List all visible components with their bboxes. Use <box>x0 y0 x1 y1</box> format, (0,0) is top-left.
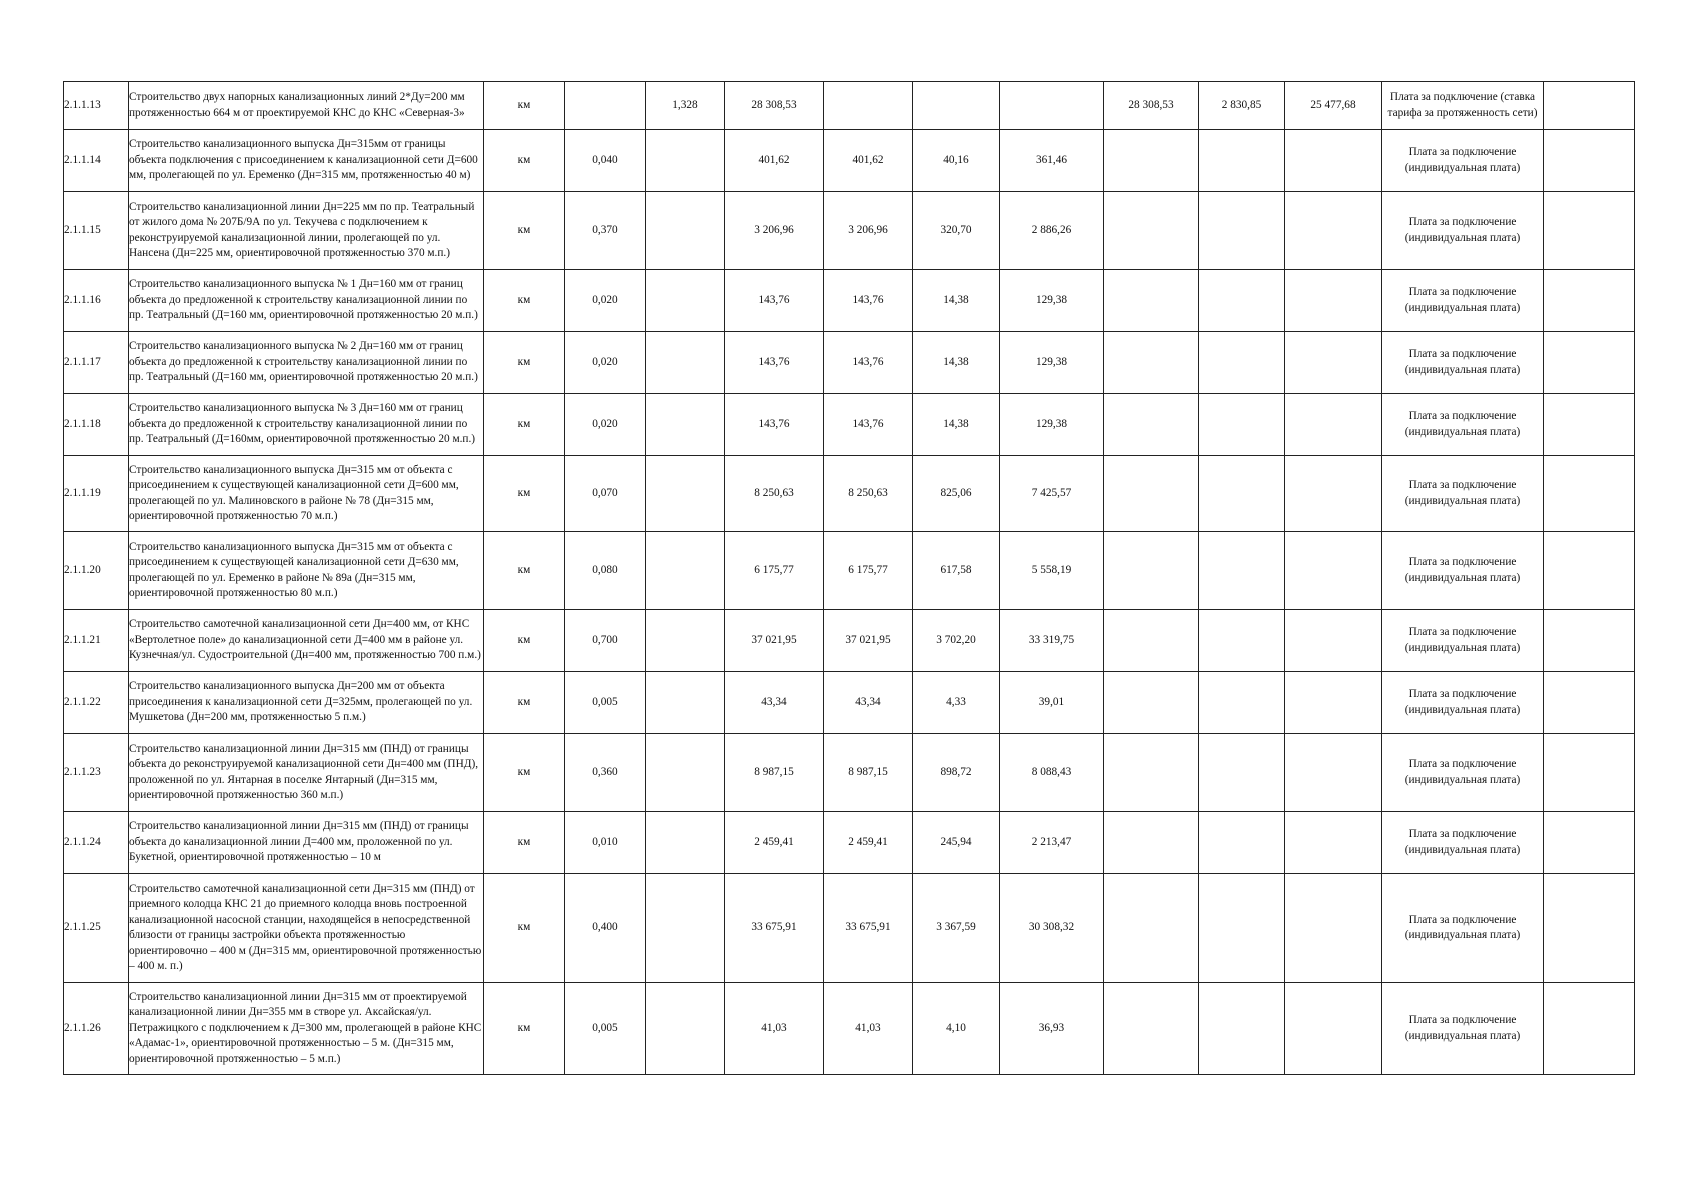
cell-col10 <box>1104 192 1199 270</box>
cell-col7: 143,76 <box>824 270 913 332</box>
unit: км <box>484 983 565 1075</box>
cell-col14 <box>1544 270 1635 332</box>
cell-col4: 0,360 <box>565 734 646 812</box>
table-row <box>64 456 1635 532</box>
table-row <box>64 270 1635 332</box>
cell-col4: 0,700 <box>565 610 646 672</box>
cell-col12: 25 477,68 <box>1285 82 1382 130</box>
cell-col12 <box>1285 734 1382 812</box>
cell-col5 <box>646 270 725 332</box>
cell-col12 <box>1285 672 1382 734</box>
table-row <box>64 610 1635 672</box>
financing-source: Плата за подключение (индивидуальная плата) <box>1382 332 1544 394</box>
row-number: 2.1.1.24 <box>64 812 129 874</box>
cell-col7: 143,76 <box>824 394 913 456</box>
cell-col9: 33 319,75 <box>1000 610 1104 672</box>
cell-col9: 30 308,32 <box>1000 874 1104 983</box>
cell-col7: 143,76 <box>824 332 913 394</box>
cell-col14 <box>1544 130 1635 192</box>
cell-col7: 2 459,41 <box>824 812 913 874</box>
cell-col8: 320,70 <box>913 192 1000 270</box>
unit: км <box>484 610 565 672</box>
cell-col9: 5 558,19 <box>1000 532 1104 610</box>
cell-col6: 143,76 <box>725 270 824 332</box>
work-description: Строительство самотечной канализационной сети Дн=315 мм (ПНД) от приемного колодца КНС 21 до приемного колодца вновь построенной канализационной насосной станции, находящейся в непосредственной близости от границы застройки объекта протяженностью ориентировочно – 400 м (Дн=315 мм, ориентировочной протяженностью – 400 м. п.) <box>129 874 484 983</box>
cell-col8: 898,72 <box>913 734 1000 812</box>
cell-col14 <box>1544 734 1635 812</box>
cell-col12 <box>1285 610 1382 672</box>
cell-col5 <box>646 456 725 532</box>
work-description: Строительство самотечной канализационной сети Дн=400 мм, от КНС «Вертолетное поле» до канализационной сети Д=400 мм в районе ул. Кузнечная/ул. Судостроительной (Дн=400 мм, протяженностью 700 п.м.) <box>129 610 484 672</box>
cell-col9: 36,93 <box>1000 983 1104 1075</box>
table-row <box>64 532 1635 610</box>
cell-col4: 0,020 <box>565 332 646 394</box>
cell-col14 <box>1544 532 1635 610</box>
cell-col8 <box>913 82 1000 130</box>
unit: км <box>484 270 565 332</box>
table-row <box>64 874 1635 983</box>
financing-source: Плата за подключение (индивидуальная плата) <box>1382 812 1544 874</box>
cell-col4: 0,040 <box>565 130 646 192</box>
cell-col12 <box>1285 270 1382 332</box>
cell-col5 <box>646 734 725 812</box>
cell-col10 <box>1104 734 1199 812</box>
cell-col11 <box>1199 456 1285 532</box>
cell-col6: 401,62 <box>725 130 824 192</box>
cell-col12 <box>1285 983 1382 1075</box>
table-row <box>64 812 1635 874</box>
table-row <box>64 192 1635 270</box>
cell-col7: 43,34 <box>824 672 913 734</box>
cell-col4: 0,080 <box>565 532 646 610</box>
cell-col4: 0,020 <box>565 394 646 456</box>
financing-source: Плата за подключение (индивидуальная плата) <box>1382 394 1544 456</box>
financing-source: Плата за подключение (индивидуальная плата) <box>1382 130 1544 192</box>
financing-source: Плата за подключение (индивидуальная плата) <box>1382 270 1544 332</box>
cell-col7: 8 250,63 <box>824 456 913 532</box>
row-number: 2.1.1.25 <box>64 874 129 983</box>
cell-col14 <box>1544 610 1635 672</box>
work-description: Строительство канализационной линии Дн=315 мм от проектируемой канализационной линии Дн=355 мм в створе ул. Аксайская/ул. Петражицкого с подключением к Д=300 мм, пролегающей в районе КНС «Адамас-1», ориентировочной протяженностью – 5 м. (Дн=315 мм, ориентировочной протяженностью – 5 м.п.) <box>129 983 484 1075</box>
cell-col10 <box>1104 532 1199 610</box>
cell-col4 <box>565 82 646 130</box>
cell-col9: 39,01 <box>1000 672 1104 734</box>
row-number: 2.1.1.26 <box>64 983 129 1075</box>
work-description: Строительство канализационного выпуска Дн=315 мм от объекта с присоединением к существующей канализационной сети Д=630 мм, пролегающей по ул. Еременко в районе № 89а (Дн=315 мм, ориентировочной протяженностью 80 м.п.) <box>129 532 484 610</box>
cell-col14 <box>1544 874 1635 983</box>
cell-col10 <box>1104 332 1199 394</box>
unit: км <box>484 130 565 192</box>
cell-col9: 8 088,43 <box>1000 734 1104 812</box>
cell-col7: 37 021,95 <box>824 610 913 672</box>
table-row <box>64 332 1635 394</box>
cell-col10 <box>1104 130 1199 192</box>
cell-col6: 143,76 <box>725 332 824 394</box>
cell-col11: 2 830,85 <box>1199 82 1285 130</box>
cell-col9 <box>1000 82 1104 130</box>
cell-col6: 143,76 <box>725 394 824 456</box>
cell-col8: 14,38 <box>913 332 1000 394</box>
cell-col6: 8 987,15 <box>725 734 824 812</box>
cell-col5: 1,328 <box>646 82 725 130</box>
financing-source: Плата за подключение (индивидуальная плата) <box>1382 874 1544 983</box>
cell-col10 <box>1104 394 1199 456</box>
cell-col8: 4,33 <box>913 672 1000 734</box>
cell-col7: 6 175,77 <box>824 532 913 610</box>
cell-col9: 129,38 <box>1000 270 1104 332</box>
table-row <box>64 82 1635 130</box>
work-description: Строительство канализационного выпуска Дн=315 мм от объекта с присоединением к существующей канализационной сети Д=600 мм, пролегающей по ул. Малиновского в районе № 78 (Дн=315 мм, ориентировочной протяженностью 70 м.п.) <box>129 456 484 532</box>
cell-col12 <box>1285 532 1382 610</box>
cell-col4: 0,005 <box>565 983 646 1075</box>
cell-col8: 617,58 <box>913 532 1000 610</box>
unit: км <box>484 394 565 456</box>
financing-source: Плата за подключение (индивидуальная плата) <box>1382 672 1544 734</box>
cell-col11 <box>1199 532 1285 610</box>
row-number: 2.1.1.14 <box>64 130 129 192</box>
cell-col10 <box>1104 983 1199 1075</box>
cell-col5 <box>646 672 725 734</box>
unit: км <box>484 456 565 532</box>
cell-col8: 14,38 <box>913 394 1000 456</box>
work-description: Строительство канализационной линии Дн=315 мм (ПНД) от границы объекта до канализационной линии Д=400 мм, проложенной по ул. Букетной, ориентировочной протяженностью – 10 м <box>129 812 484 874</box>
work-description: Строительство канализационного выпуска № 2 Дн=160 мм от границ объекта до предложенной к строительству канализационной линии по пр. Театральный (Д=160 мм, ориентировочной протяженностью 20 м.п.) <box>129 332 484 394</box>
financing-source: Плата за подключение (индивидуальная плата) <box>1382 456 1544 532</box>
row-number: 2.1.1.16 <box>64 270 129 332</box>
unit: км <box>484 82 565 130</box>
cell-col5 <box>646 332 725 394</box>
work-description: Строительство канализационной линии Дн=225 мм по пр. Театральный от жилого дома № 207Б/9А по ул. Текучева с подключением к реконструируемой канализационной линии, пролегающей по ул. Нансена (Дн=225 мм, ориентировочной протяженностью 370 м.п.) <box>129 192 484 270</box>
financing-source: Плата за подключение (индивидуальная плата) <box>1382 983 1544 1075</box>
cell-col10 <box>1104 610 1199 672</box>
financing-source: Плата за подключение (индивидуальная плата) <box>1382 192 1544 270</box>
cell-col6: 3 206,96 <box>725 192 824 270</box>
cell-col12 <box>1285 456 1382 532</box>
cell-col14 <box>1544 332 1635 394</box>
cell-col12 <box>1285 874 1382 983</box>
row-number: 2.1.1.18 <box>64 394 129 456</box>
cell-col7: 33 675,91 <box>824 874 913 983</box>
cell-col4: 0,010 <box>565 812 646 874</box>
cell-col8: 825,06 <box>913 456 1000 532</box>
cell-col12 <box>1285 192 1382 270</box>
cell-col9: 129,38 <box>1000 394 1104 456</box>
cell-col12 <box>1285 130 1382 192</box>
cell-col5 <box>646 874 725 983</box>
unit: км <box>484 672 565 734</box>
cell-col7: 401,62 <box>824 130 913 192</box>
cell-col7: 3 206,96 <box>824 192 913 270</box>
cell-col11 <box>1199 332 1285 394</box>
table-row <box>64 983 1635 1075</box>
cell-col4: 0,400 <box>565 874 646 983</box>
cell-col6: 28 308,53 <box>725 82 824 130</box>
cell-col5 <box>646 130 725 192</box>
unit: км <box>484 192 565 270</box>
cell-col6: 33 675,91 <box>725 874 824 983</box>
cell-col9: 7 425,57 <box>1000 456 1104 532</box>
row-number: 2.1.1.17 <box>64 332 129 394</box>
table-row <box>64 394 1635 456</box>
cell-col10 <box>1104 672 1199 734</box>
cell-col11 <box>1199 672 1285 734</box>
row-number: 2.1.1.13 <box>64 82 129 130</box>
cell-col5 <box>646 812 725 874</box>
row-number: 2.1.1.15 <box>64 192 129 270</box>
cell-col6: 8 250,63 <box>725 456 824 532</box>
cell-col4: 0,005 <box>565 672 646 734</box>
cell-col11 <box>1199 734 1285 812</box>
financing-source: Плата за подключение (индивидуальная плата) <box>1382 734 1544 812</box>
cell-col10 <box>1104 270 1199 332</box>
cell-col8: 3 702,20 <box>913 610 1000 672</box>
work-description: Строительство канализационного выпуска Дн=200 мм от объекта присоединения к канализационной сети Д=325мм, пролегающей по ул. Мушкетова (Дн=200 мм, протяженностью 5 п.м.) <box>129 672 484 734</box>
cell-col14 <box>1544 456 1635 532</box>
cell-col11 <box>1199 874 1285 983</box>
unit: км <box>484 332 565 394</box>
cell-col11 <box>1199 130 1285 192</box>
cell-col11 <box>1199 270 1285 332</box>
cell-col14 <box>1544 82 1635 130</box>
cell-col9: 2 886,26 <box>1000 192 1104 270</box>
cell-col10 <box>1104 874 1199 983</box>
work-description: Строительство двух напорных канализационных линий 2*Ду=200 мм протяженностью 664 м от проектируемой КНС до КНС «Северная-3» <box>129 82 484 130</box>
cell-col6: 43,34 <box>725 672 824 734</box>
cell-col5 <box>646 983 725 1075</box>
cell-col12 <box>1285 332 1382 394</box>
cell-col7: 8 987,15 <box>824 734 913 812</box>
work-description: Строительство канализационной линии Дн=315 мм (ПНД) от границы объекта до реконструируемой канализационной сети Дн=400 мм (ПНД), проложенной по ул. Янтарная в поселке Янтарный (Дн=315 мм, ориентировочной протяженностью 360 м.п.) <box>129 734 484 812</box>
cell-col9: 129,38 <box>1000 332 1104 394</box>
cell-col5 <box>646 394 725 456</box>
cell-col10 <box>1104 456 1199 532</box>
cell-col9: 2 213,47 <box>1000 812 1104 874</box>
row-number: 2.1.1.21 <box>64 610 129 672</box>
cell-col9: 361,46 <box>1000 130 1104 192</box>
cell-col8: 40,16 <box>913 130 1000 192</box>
cell-col7 <box>824 82 913 130</box>
work-description: Строительство канализационного выпуска № 3 Дн=160 мм от границ объекта до предложенной к строительству канализационной линии по пр. Театральный (Д=160мм, ориентировочной протяженностью 20 м.п.) <box>129 394 484 456</box>
cell-col14 <box>1544 812 1635 874</box>
unit: км <box>484 812 565 874</box>
table-row <box>64 130 1635 192</box>
table-row <box>64 672 1635 734</box>
cell-col4: 0,370 <box>565 192 646 270</box>
financing-source: Плата за подключение (индивидуальная плата) <box>1382 532 1544 610</box>
investment-table <box>63 81 1635 1075</box>
unit: км <box>484 874 565 983</box>
unit: км <box>484 734 565 812</box>
table-body <box>64 82 1635 1075</box>
cell-col10: 28 308,53 <box>1104 82 1199 130</box>
cell-col6: 2 459,41 <box>725 812 824 874</box>
financing-source: Плата за подключение (индивидуальная плата) <box>1382 610 1544 672</box>
row-number: 2.1.1.23 <box>64 734 129 812</box>
row-number: 2.1.1.19 <box>64 456 129 532</box>
cell-col7: 41,03 <box>824 983 913 1075</box>
row-number: 2.1.1.20 <box>64 532 129 610</box>
cell-col12 <box>1285 812 1382 874</box>
cell-col11 <box>1199 983 1285 1075</box>
cell-col5 <box>646 532 725 610</box>
cell-col14 <box>1544 983 1635 1075</box>
table-row <box>64 734 1635 812</box>
cell-col8: 245,94 <box>913 812 1000 874</box>
row-number: 2.1.1.22 <box>64 672 129 734</box>
work-description: Строительство канализационного выпуска Дн=315мм от границы объекта подключения с присоединением к канализационной сети Д=600 мм, пролегающей по ул. Еременко (Дн=315 мм, протяженностью 40 м) <box>129 130 484 192</box>
cell-col6: 41,03 <box>725 983 824 1075</box>
financing-source: Плата за подключение (ставка тарифа за протяженность сети) <box>1382 82 1544 130</box>
cell-col14 <box>1544 394 1635 456</box>
cell-col6: 6 175,77 <box>725 532 824 610</box>
cell-col4: 0,020 <box>565 270 646 332</box>
work-description: Строительство канализационного выпуска № 1 Дн=160 мм от границ объекта до предложенной к строительству канализационной линии по пр. Театральный (Д=160 мм, ориентировочной протяженностью 20 м.п.) <box>129 270 484 332</box>
cell-col6: 37 021,95 <box>725 610 824 672</box>
cell-col11 <box>1199 812 1285 874</box>
cell-col12 <box>1285 394 1382 456</box>
cell-col10 <box>1104 812 1199 874</box>
cell-col11 <box>1199 394 1285 456</box>
unit: км <box>484 532 565 610</box>
cell-col11 <box>1199 192 1285 270</box>
cell-col5 <box>646 192 725 270</box>
cell-col8: 14,38 <box>913 270 1000 332</box>
cell-col11 <box>1199 610 1285 672</box>
cell-col4: 0,070 <box>565 456 646 532</box>
cell-col5 <box>646 610 725 672</box>
cell-col8: 4,10 <box>913 983 1000 1075</box>
cell-col14 <box>1544 672 1635 734</box>
cell-col8: 3 367,59 <box>913 874 1000 983</box>
cell-col14 <box>1544 192 1635 270</box>
